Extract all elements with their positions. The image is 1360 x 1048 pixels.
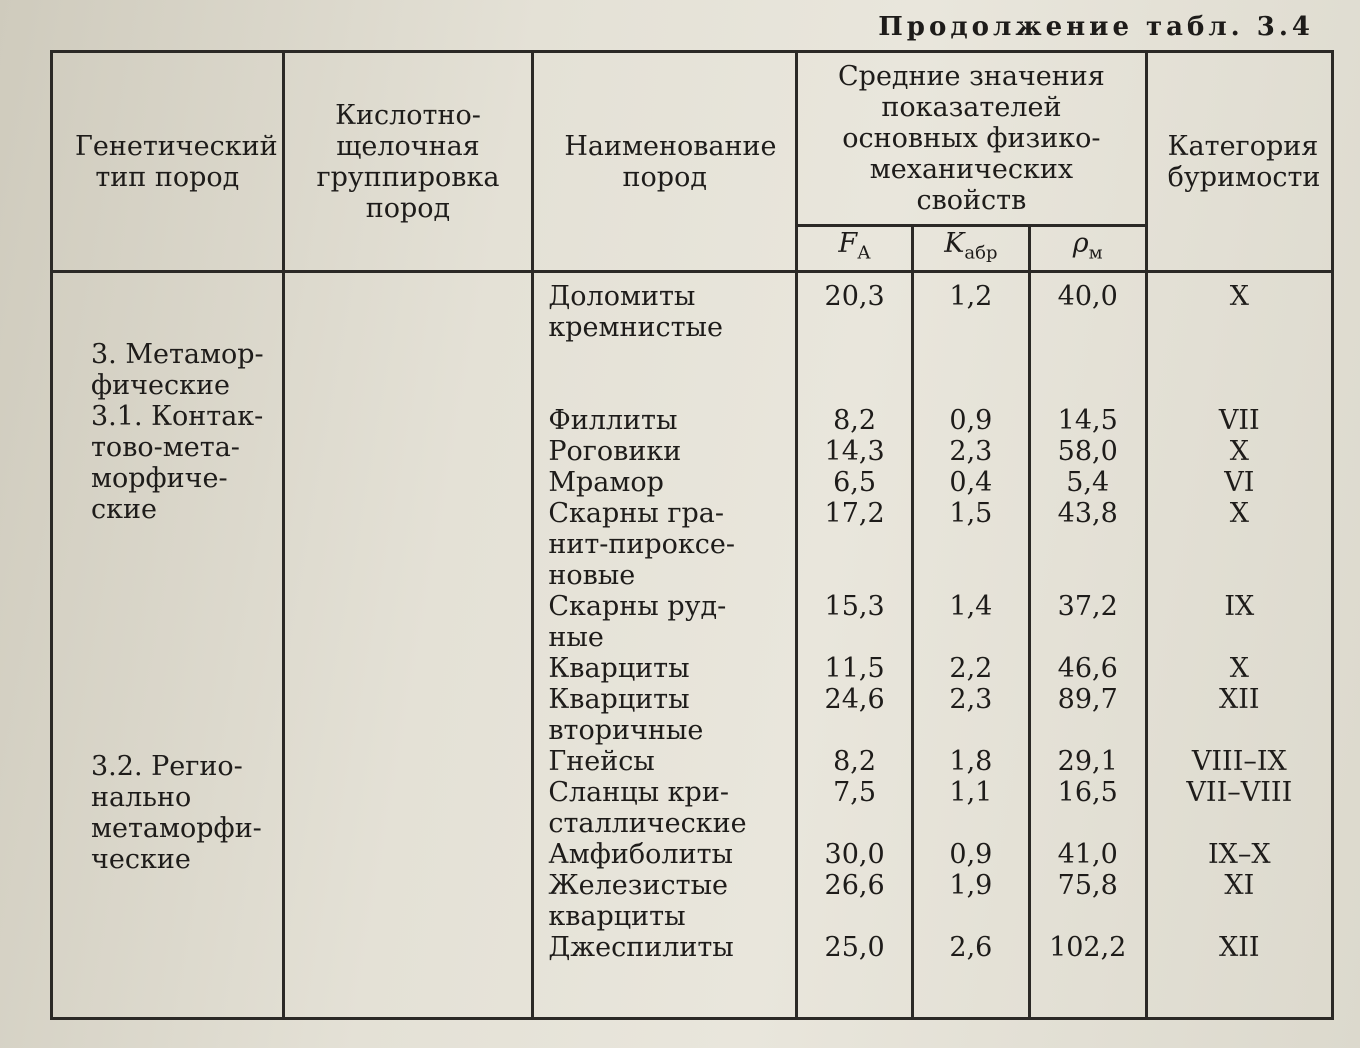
rock-name: Гнейсы: [548, 746, 655, 777]
kabr-value: 2,3: [949, 684, 993, 715]
category-value: X: [1229, 498, 1249, 529]
group-regional-metamorphic: 3.2. Регио- нально метаморфи- ческие: [91, 751, 262, 875]
kabr-value: 2,2: [949, 653, 993, 684]
category-value: X: [1229, 281, 1249, 312]
rock-name-column: [533, 272, 797, 1019]
rock-name: Филлиты: [548, 405, 678, 436]
category-column: [1146, 272, 1332, 1019]
kabr-value: 2,3: [949, 436, 993, 467]
rock-name: Кварциты вторичные: [548, 684, 704, 746]
category-value: IX: [1224, 591, 1255, 622]
rho-value: 5,4: [1066, 467, 1110, 498]
rock-name: Мрамор: [548, 467, 664, 498]
rho-value: 58,0: [1057, 436, 1118, 467]
kabr-value: 0,9: [949, 405, 993, 436]
header-acid-alkaline: Кислотно-щелочная группировка пород: [283, 52, 533, 272]
rho-value: 46,6: [1057, 653, 1118, 684]
kabr-column: [912, 272, 1029, 1019]
rock-properties-table: [50, 50, 1334, 1020]
rho-value: 43,8: [1057, 498, 1118, 529]
rho-value: 37,2: [1057, 591, 1118, 622]
kabr-value: 1,9: [949, 870, 993, 901]
kabr-value: 0,4: [949, 467, 993, 498]
fa-value: 26,6: [824, 870, 885, 901]
genetic-type-column: [52, 272, 284, 1019]
fa-value: 7,5: [833, 777, 877, 808]
fa-value: 20,3: [824, 281, 885, 312]
rho-value: 29,1: [1057, 746, 1118, 777]
rho-column: [1029, 272, 1146, 1019]
category-value: X: [1229, 436, 1249, 467]
fa-value: 8,2: [833, 746, 877, 777]
rho-value: 89,7: [1057, 684, 1118, 715]
fa-value: 24,6: [824, 684, 885, 715]
category-value: VIII–IX: [1191, 746, 1287, 777]
rho-value: 102,2: [1049, 932, 1127, 963]
fa-value: 11,5: [824, 653, 885, 684]
group-contact-metamorphic: 3. Метамор- фические 3.1. Контак- тово-мета- морфиче- ские: [91, 339, 264, 525]
kabr-value: 1,5: [949, 498, 993, 529]
header-rho: $\rho_м$: [1029, 226, 1146, 272]
kabr-value: 1,2: [949, 281, 993, 312]
rock-name: Кварциты: [548, 653, 690, 684]
fa-value: 8,2: [833, 405, 877, 436]
rock-name: Сланцы кри- сталлические: [548, 777, 747, 839]
fa-value: 30,0: [824, 839, 885, 870]
header-kabr: $K_{абр}$: [912, 226, 1029, 272]
acid-alkaline-column: [283, 272, 533, 1019]
header-fa: $F_А$: [797, 226, 913, 272]
rho-value: 41,0: [1057, 839, 1118, 870]
category-value: VII: [1218, 405, 1260, 436]
category-value: XII: [1219, 684, 1260, 715]
kabr-value: 1,4: [949, 591, 993, 622]
rock-name: Джеспилиты: [548, 932, 734, 963]
fa-value: 15,3: [824, 591, 885, 622]
rho-value: 16,5: [1057, 777, 1118, 808]
kabr-value: 2,6: [949, 932, 993, 963]
category-value: X: [1229, 653, 1249, 684]
category-value: XII: [1219, 932, 1260, 963]
rock-name: Доломиты кремнистые: [548, 281, 723, 343]
rock-name: Амфиболиты: [548, 839, 734, 870]
kabr-value: 1,1: [949, 777, 993, 808]
rho-value: 14,5: [1057, 405, 1118, 436]
category-value: VI: [1224, 467, 1255, 498]
fa-value: 25,0: [824, 932, 885, 963]
header-avg-values: Средние значения показателей основных физико-механических свойств: [797, 52, 1146, 226]
header-rock-name: Наименование пород: [533, 52, 797, 272]
rock-name: Скарны руд- ные: [548, 591, 727, 653]
header-genetic-type: Генетический тип пород: [52, 52, 284, 272]
rho-value: 40,0: [1057, 281, 1118, 312]
rock-name: Роговики: [548, 436, 682, 467]
rock-name: Железистые кварциты: [548, 870, 729, 932]
category-value: VII–VIII: [1186, 777, 1293, 808]
header-category: Категория буримости: [1146, 52, 1332, 272]
rock-name: Скарны гра- нит-пироксе- новые: [548, 498, 736, 591]
category-value: IX–X: [1208, 839, 1271, 870]
fa-value: 14,3: [824, 436, 885, 467]
kabr-value: 1,8: [949, 746, 993, 777]
rho-value: 75,8: [1057, 870, 1118, 901]
category-value: XI: [1224, 870, 1255, 901]
table-caption: Продолжение табл. 3.4: [878, 12, 1314, 42]
fa-value: 17,2: [824, 498, 885, 529]
kabr-value: 0,9: [949, 839, 993, 870]
fa-value: 6,5: [833, 467, 877, 498]
fa-column: [797, 272, 913, 1019]
